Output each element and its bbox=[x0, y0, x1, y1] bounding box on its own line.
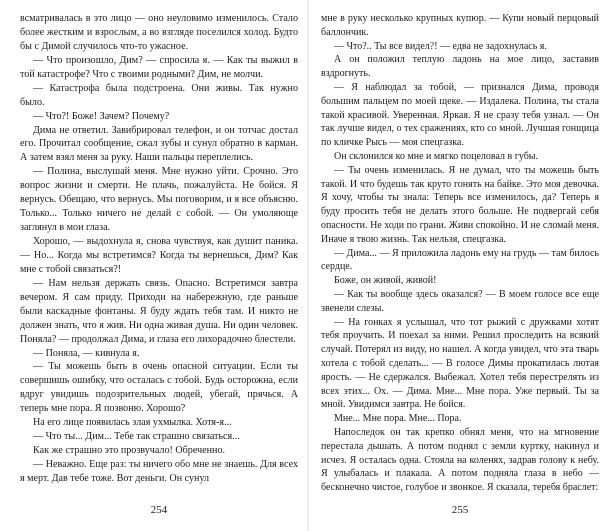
right-page-text bbox=[321, 12, 599, 495]
right-paragraph: — Как ты вообще здесь оказался? — В моем голосе все еще звенели слезы. bbox=[321, 288, 599, 314]
left-paragraph: — Что?! Боже! Зачем? Почему? bbox=[33, 110, 170, 122]
left-paragraph: — Поняла, — кивнула я. bbox=[33, 347, 140, 359]
right-paragraph: — Ты очень изменилась. Я не думал, что ты можешь быть такой. И что будешь так круто гонять на байке. Это моя девочка. Я хочу, чтобы ты знала: Теперь все изменилось, да? Теперь я буду просить тебя не делать этого больше. Не подвергай себя опасности. Не ходи по грани. Живи спокойно. И не сломай меня. Иначе я твою жизнь. Так нельзя, спецгазка. bbox=[321, 164, 599, 245]
book-gutter bbox=[307, 0, 309, 531]
left-paragraph: — Что произошло, Дим? — спросила я. — Как ты выжил в той катастрофе? Что с твоими родными? Дим, не молчи. bbox=[20, 54, 298, 80]
right-paragraph: — Я наблюдал за тобой, — признался Дима, проводя большим пальцем по моей щеке. — Издалека. Полина, ты стала такой красивой. Уверенная. Яркая. Я не сразу тебя узнал. — Он так лучше видел, о тех сражениях, кто со мной. Лучшая гонщица по кличке Рысь — моя спецгазка. bbox=[321, 81, 599, 149]
right-page-number: 255 bbox=[451, 504, 469, 516]
left-paragraph: — Нам нельзя держать связь. Опасно. Встретимся завтра вечером. Я сам приду. Приходи на набережную, где раньше были каскадные фонтаны. Я буду ждать тебя там. И никто не должен знать, что я жив. Ни одна живая душа. Ни один человек. Поняла? — продолжал Дима, и глаза его лихорадочно блестели. bbox=[20, 277, 298, 345]
left-paragraph: Хорошо, — выдохнула я, снова чувствуя, как душит паника. — Но... Когда мы встретимся? Когда ты вернешься, Дим? Как мне с тобой связаться?! bbox=[20, 236, 298, 275]
left-paragraph: всматривалась в это лицо — оно неуловимо изменилось. Стало более жестким и взрослым, а во взгляде поселился холод. Будто бы с Димой случилось что-то ужасное. bbox=[20, 13, 298, 52]
right-paragraph: Он склонился ко мне и мягко поцеловал в губы. bbox=[334, 150, 539, 162]
right-page bbox=[321, 12, 599, 517]
left-paragraph: — Неважно. Еще раз: ты ничего обо мне не знаешь. Для всех я мерт. Дав тебе тоже. Вот деньги. Он сунул bbox=[20, 459, 298, 484]
left-paragraph: На его лице появилась злая ухмылка. Хотя-я... bbox=[33, 417, 232, 429]
right-paragraph: мне в руку несколько крупных купюр. — Купи новый перцовый баллончик. bbox=[321, 13, 599, 38]
left-paragraph: — Полина, выслушай меня. Мне нужно уйти. Срочно. Это вопрос жизни и смерти. Не плачь, пожалуйста. Не бойся. Я вернусь. Обещаю, что вернусь. Мы поговорим, и я все объясню. Только... Только ничего не делай с собой. — Он умоляюще заглянул в мои глаза. bbox=[20, 166, 298, 234]
left-paragraph: — Ты можешь быть в очень опасной ситуации. Если ты совершишь ошибку, что осталась с тобой. Будь осторожна, если вдруг увидишь подозрительных людей, убегай, прячься. А теперь мне пора. Я позвоню. Хорошо? bbox=[20, 361, 298, 415]
left-paragraph: Дима не ответил. Завибрировал телефон, и он тотчас достал его. Прочитал сообщение, сжал зубы и сунул обратно в карман. А затем взял меня за руку. Наши пальцы переплелись. bbox=[20, 124, 298, 164]
right-paragraph: Мне... Мне пора. Мне... Пора. bbox=[334, 413, 462, 425]
right-paragraph: — Дима... — Я приложила ладонь ему на грудь — там билось сердце. bbox=[321, 247, 599, 273]
right-paragraph: Напоследок он так крепко обнял меня, что на мгновение перестала дышать. А потом поднял с земли куртку, накинул и исчез. Я осталась одна. Стояла на коленях, задрав голову к небу. Я улыбалась и плакала. А потом подняла глаза в небо — бесконечно чистое, голубое и звонкое. Я сказала, теребя браслет: bbox=[321, 426, 599, 494]
right-paragraph: — На гонках я услышал, что тот рыжий с дружками хотят тебя проучить. И поехал за ними. Решил проследить на всякий случай. Потерял из виду, но нашел. А когда увидел, что эта тварь хотела с тобой сделать... — В голосе Димы прокатилась лютая ярость. — Не сдержался. Выбежал. Хотел тебя перестрелять из всех этих... Ох. — Дима. Мне... Мне пора. Уже первый. Ты за мной. Увидимся завтра. Не бойся. bbox=[321, 316, 599, 411]
left-page-number: 254 bbox=[150, 504, 168, 516]
left-page-text bbox=[20, 12, 298, 486]
left-paragraph: Как же страшно это прозвучало! Обреченно. bbox=[33, 445, 226, 457]
left-paragraph: — Что ты... Дим... Тебе так страшно связаться... bbox=[33, 431, 240, 443]
right-paragraph: Боже, он живой, живой! bbox=[334, 275, 437, 287]
left-paragraph: — Катастрофа была подстроена. Они живы. Так нужно было. bbox=[20, 82, 298, 108]
right-paragraph: А он положил теплую ладонь на мое лицо, заставив вздрогнуть. bbox=[321, 54, 599, 80]
left-page bbox=[20, 12, 298, 517]
right-paragraph: — Что?.. Ты все видел?! — едва не задохнулась я. bbox=[334, 40, 547, 52]
